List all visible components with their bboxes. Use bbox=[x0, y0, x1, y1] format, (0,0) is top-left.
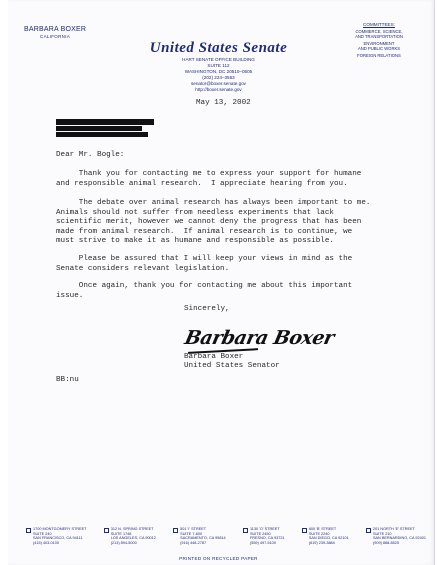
office-address: 600 'B' STREET SUITE 2240 SAN DIEGO, CA 92101 (619) 239-3884 bbox=[308, 527, 349, 545]
committees-block bbox=[347, 22, 411, 60]
office-building: HART SENATE OFFICE BUILDING bbox=[182, 57, 255, 62]
salutation: Dear Mr. Bogle: bbox=[56, 151, 125, 159]
office-fresno bbox=[243, 527, 285, 545]
office-san-bernardino bbox=[366, 527, 426, 545]
paragraph-4: Once again, thank you for contacting me about this important issue. bbox=[56, 282, 353, 300]
checkbox-icon bbox=[26, 528, 31, 533]
paragraph-1: Thank you for contacting me to express your support for humane and responsible animal research. I appreciate hearing from you. bbox=[56, 170, 362, 188]
sender-name: BARBARA BOXER bbox=[24, 26, 87, 33]
checkbox-icon bbox=[173, 528, 178, 533]
closing: Sincerely, bbox=[184, 305, 230, 313]
signer-name: Barbara Boxer bbox=[184, 353, 244, 361]
senate-title: United States Senate bbox=[149, 40, 288, 56]
office-suite: SUITE 112 bbox=[207, 63, 230, 68]
office-email: senator@boxer.senate.gov bbox=[191, 81, 246, 86]
redacted-address-line bbox=[56, 126, 142, 131]
committee-environment: ENVIRONMENT AND PUBLIC WORKS bbox=[357, 41, 401, 51]
office-address: 501 'I' STREET SUITE 7-600 SACRAMENTO, CA 95814 (916) 448-2787 bbox=[180, 527, 226, 545]
redacted-address-line bbox=[56, 119, 154, 125]
office-address: 1130 'O' STREET SUITE 2450 FRESNO, CA 93721 (559) 497-5109 bbox=[249, 527, 285, 545]
office-city: WASHINGTON, DC 20510–0505 bbox=[184, 69, 253, 74]
office-sacramento bbox=[173, 527, 226, 545]
office-addresses bbox=[26, 527, 426, 545]
checkbox-icon bbox=[302, 528, 307, 533]
sender-block bbox=[24, 26, 86, 40]
office-address: 201 NORTH 'E' STREET SUITE 210 SAN BERNARDINO, CA 92401 (909) 888-8525 bbox=[372, 527, 426, 545]
paragraph-3: Please be assured that I will keep your views in mind as the Senate considers relevant legislation. bbox=[56, 255, 353, 273]
office-address: 1700 MONTGOMERY STREET SUITE 240 SAN FRANCISCO, CA 94111 (415) 403-0100 bbox=[33, 527, 87, 545]
office-address: 312 N. SPRING STREET SUITE 1748 LOS ANGELES, CA 90012 (213) 894-5000 bbox=[110, 527, 156, 545]
letter-date: May 13, 2002 bbox=[196, 99, 251, 107]
committee-foreign-relations: FOREIGN RELATIONS bbox=[357, 53, 401, 58]
checkbox-icon bbox=[104, 528, 109, 533]
office-san-diego bbox=[302, 527, 349, 545]
handwritten-signature: Barbara Boxer bbox=[182, 327, 336, 349]
typist-initials: BB:nu bbox=[56, 376, 79, 384]
paragraph-2: The debate over animal research has always been important to me. Animals should not suffer from needless experiments that lack scientific merit, however we cannot deny the progress that has been made from animal research. If animal research is to continue, we must strive to make it as humane and responsible as possible. bbox=[56, 199, 371, 246]
checkbox-icon bbox=[366, 528, 371, 533]
sender-state: CALIFORNIA bbox=[40, 34, 71, 39]
committee-commerce: COMMERCE, SCIENCE, AND TRANSPORTATION bbox=[355, 29, 403, 39]
committees-title: COMMITTEES: bbox=[363, 22, 395, 27]
recycled-paper-note: PRINTED ON RECYCLED PAPER bbox=[179, 556, 258, 561]
signer-title: United States Senator bbox=[184, 362, 280, 370]
office-san-francisco bbox=[26, 527, 86, 545]
office-website: http://boxer.senate.gov bbox=[195, 87, 242, 92]
checkbox-icon bbox=[243, 528, 248, 533]
redacted-address-line bbox=[56, 132, 148, 137]
office-phone: (202) 224–3553 bbox=[202, 75, 235, 80]
office-los-angeles bbox=[104, 527, 156, 545]
